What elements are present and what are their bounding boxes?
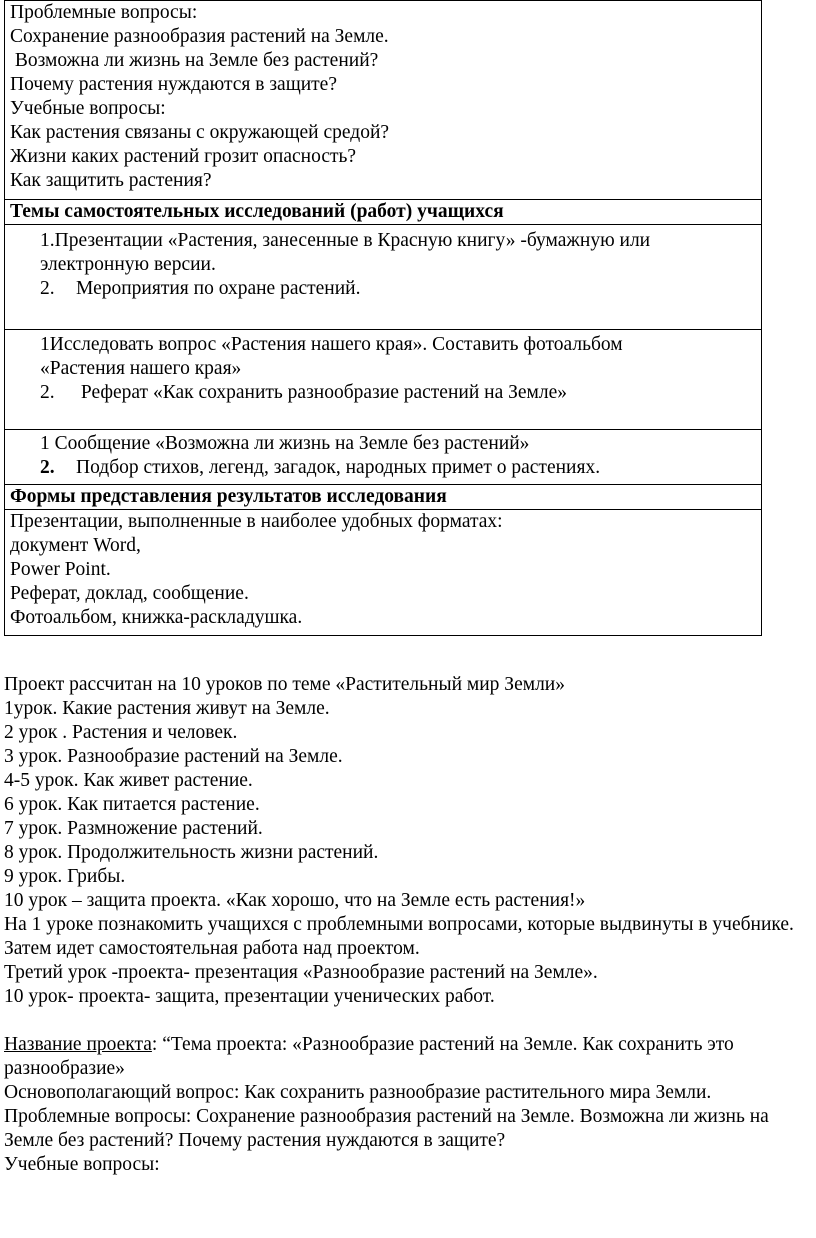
paragraph: 4-5 урок. Как живет растение. — [4, 770, 253, 791]
forms-cell — [5, 510, 762, 636]
text-line: «Растения нашего края» — [40, 358, 242, 379]
text-line: 1.Презентации «Растения, занесенные в Красную книгу» -бумажную или — [40, 230, 651, 251]
paragraph: Третий урок -проекта- презентация «Разнообразие растений на Земле». — [4, 962, 598, 983]
text-line: электронную версии. — [40, 254, 216, 275]
text-line: Проблемные вопросы: — [10, 2, 198, 23]
text-line: Жизни каких растений грозит опасность? — [10, 146, 357, 167]
forms-header: Формы представления результатов исследования — [5, 485, 762, 510]
project-table — [4, 0, 762, 636]
paragraph: Проект рассчитан на 10 уроков по теме «Растительный мир Земли» — [4, 674, 565, 695]
lesson-plan-text — [4, 673, 812, 1177]
paragraph: 9 урок. Грибы. — [4, 866, 126, 887]
text-line: документ Word, — [10, 535, 141, 556]
project-name-label: Название проекта — [4, 1034, 152, 1055]
text-line: Сохранение разнообразия растений на Земле. — [10, 26, 389, 47]
paragraph: 10 урок – защита проекта. «Как хорошо, что на Земле есть растения!» — [4, 890, 586, 911]
text-line: Power Point. — [10, 559, 111, 580]
research-group-1 — [5, 225, 762, 330]
paragraph: На 1 уроке познакомить учащихся с проблемными вопросами, которые выдвинуты в учебнике. — [4, 914, 794, 935]
table-row — [5, 200, 762, 225]
paragraph: 1урок. Какие растения живут на Земле. — [4, 698, 330, 719]
project-name-paragraph — [4, 1033, 812, 1081]
list-text: Подбор стихов, легенд, загадок, народных примет о растениях. — [76, 457, 601, 478]
table-row — [5, 485, 762, 510]
list-text: Реферат «Как сохранить разнообразие растений на Земле» — [76, 382, 568, 403]
text-line: 1 Сообщение «Возможна ли жизнь на Земле без растений» — [40, 433, 530, 454]
text-line: 1Исследовать вопрос «Растения нашего края». Составить фотоальбом — [40, 334, 623, 355]
study-questions-heading: Учебные вопросы: — [4, 1154, 160, 1175]
list-number: 2. — [40, 457, 55, 478]
spacer — [4, 1009, 812, 1033]
paragraph: 8 урок. Продолжительность жизни растений. — [4, 842, 379, 863]
problem-questions-cell — [5, 1, 762, 200]
table-row — [5, 330, 762, 430]
table-row — [5, 1, 762, 200]
research-group-2 — [5, 330, 762, 430]
project-name-text: : “Тема проекта: «Разнообразие растений на Земле. Как сохранить это разнообразие» — [4, 1034, 749, 1079]
list-number: 2. — [40, 382, 55, 403]
text-line: Почему растения нуждаются в защите? — [10, 74, 337, 95]
text-line: Презентации, выполненные в наиболее удобных форматах: — [10, 511, 503, 532]
text-line: Как защитить растения? — [10, 170, 212, 191]
paragraph: 3 урок. Разнообразие растений на Земле. — [4, 746, 343, 767]
table-row — [5, 225, 762, 330]
paragraph: Затем идет самостоятельная работа над проектом. — [4, 938, 420, 959]
research-topics-header: Темы самостоятельных исследований (работ) учащихся — [5, 200, 762, 225]
problem-questions-paragraph: Проблемные вопросы: Сохранение разнообразия растений на Земле. Возможна ли жизнь на Земле без растений? Почему растения нуждаются в защите? — [4, 1106, 769, 1151]
list-text: Мероприятия по охране растений. — [76, 278, 361, 299]
paragraph: 6 урок. Как питается растение. — [4, 794, 260, 815]
list-item — [10, 277, 761, 301]
list-number: 2. — [40, 278, 55, 299]
list-item — [10, 456, 761, 480]
text-line: Реферат, доклад, сообщение. — [10, 583, 249, 604]
text-line: Возможна ли жизнь на Земле без растений? — [10, 50, 379, 71]
table-row — [5, 510, 762, 636]
paragraph: 2 урок . Растения и человек. — [4, 722, 238, 743]
fundamental-question: Основополагающий вопрос: Как сохранить разнообразие растительного мира Земли. — [4, 1082, 712, 1103]
text-line: Как растения связаны с окружающей средой? — [10, 122, 390, 143]
paragraph: 10 урок- проекта- защита, презентации ученических работ. — [4, 986, 495, 1007]
text-line: Фотоальбом, книжка-раскладушка. — [10, 607, 303, 628]
research-group-3 — [5, 430, 762, 485]
paragraph: 7 урок. Размножение растений. — [4, 818, 263, 839]
table-row — [5, 430, 762, 485]
text-line: Учебные вопросы: — [10, 98, 166, 119]
list-item — [10, 381, 761, 405]
